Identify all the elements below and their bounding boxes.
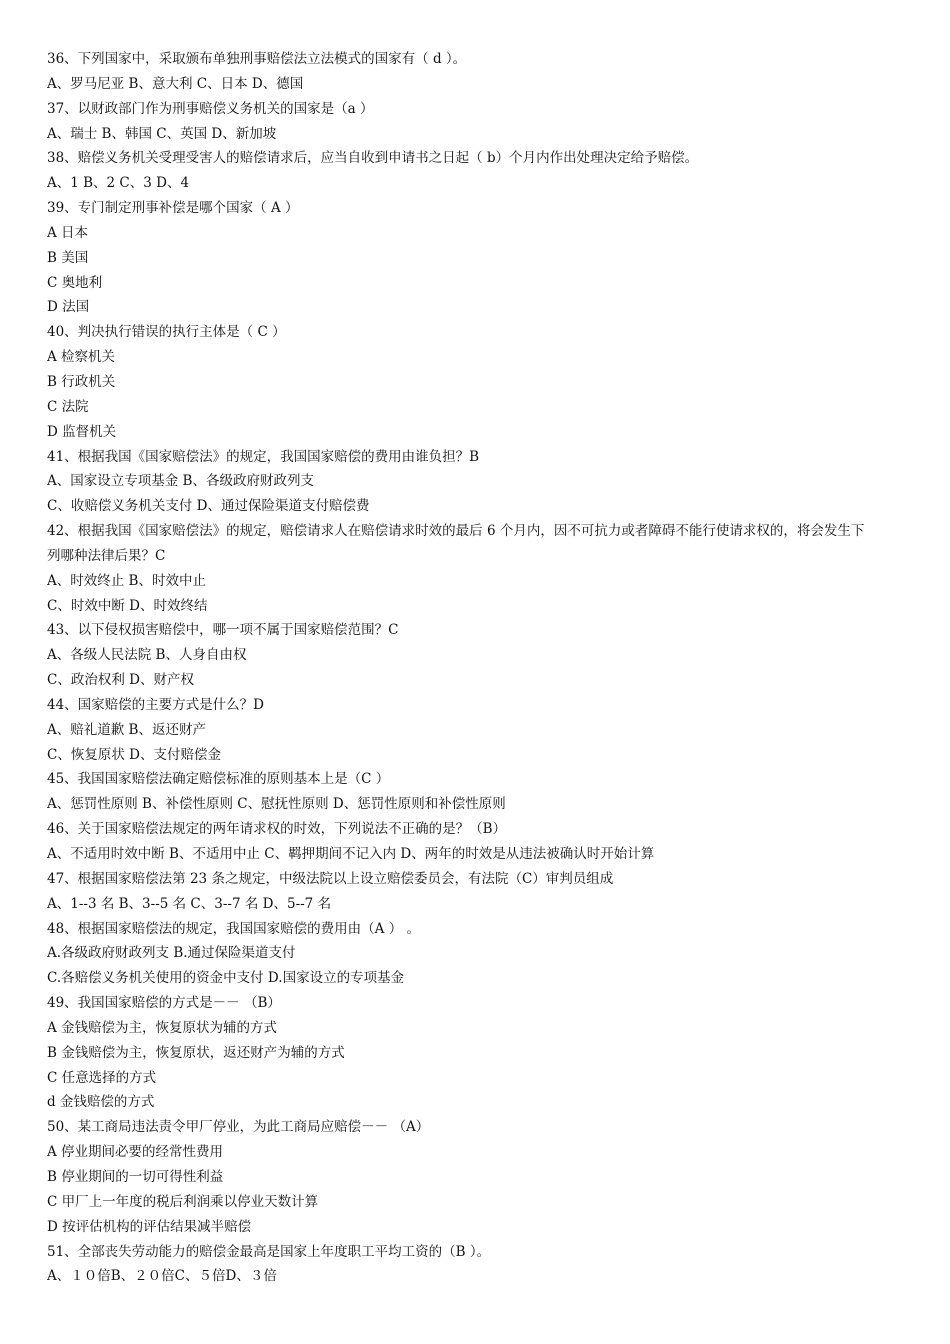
text-line: 42、根据我国《国家赔偿法》的规定，赔偿请求人在赔偿请求时效的最后 6 个月内，因不可抗力或者障碍不能行使请求权的，将会发生下 — [47, 523, 865, 540]
text-line: 49、我国国家赔偿的方式是－－ （B） — [47, 995, 281, 1012]
text-line: 50、某工商局违法责令甲厂停业，为此工商局应赔偿－－ （A） — [47, 1119, 430, 1136]
text-line: C 任意选择的方式 — [47, 1069, 157, 1086]
text-line: d 金钱赔偿的方式 — [47, 1094, 155, 1111]
text-line: 41、根据我国《国家赔偿法》的规定，我国国家赔偿的费用由谁负担？B — [47, 448, 480, 465]
text-line: 36、下列国家中，采取颁布单独刑事赔偿法立法模式的国家有（ d ）。 — [47, 51, 467, 67]
text-line: 46、关于国家赔偿法规定的两年请求权的时效，下列说法不正确的是？（B） — [47, 821, 507, 838]
text-line: C、时效中断 D、时效终结 — [47, 597, 208, 614]
text-line: A、国家设立专项基金 B、各级政府财政列支 — [47, 473, 314, 490]
text-line: C 甲厂上一年度的税后利润乘以停业天数计算 — [47, 1193, 319, 1210]
text-line: A、不适用时效中断 B、不适用中止 C、羁押期间不记入内 D、两年的时效是从违法被确认时开始计算 — [47, 846, 655, 862]
text-line: C、恢复原状 D、支付赔偿金 — [47, 746, 221, 763]
text-line: 37、以财政部门作为刑事赔偿义务机关的国家是（a ） — [47, 100, 374, 117]
text-line: A.各级政府财政列支 B.通过保险渠道支付 — [47, 945, 296, 962]
text-line: A、罗马尼亚 B、意大利 C、日本 D、德国 — [47, 75, 304, 92]
text-line: D 按评估机构的评估结果减半赔偿 — [47, 1218, 252, 1235]
text-line: A、惩罚性原则 B、补偿性原则 C、慰抚性原则 D、惩罚性原则和补偿性原则 — [47, 796, 506, 813]
text-line: 列哪种法律后果？C — [47, 547, 166, 564]
text-line: 38、赔偿义务机关受理受害人的赔偿请求后，应当自收到申请书之日起（ b）个月内作出处理决定给予赔偿。 — [47, 150, 699, 167]
text-line: A、各级人民法院 B、人身自由权 — [47, 647, 247, 664]
text-line: B 金钱赔偿为主，恢复原状，返还财产为辅的方式 — [47, 1044, 345, 1061]
text-line: 45、我国国家赔偿法确定赔偿标准的原则基本上是（C ） — [47, 771, 390, 788]
text-line: A 检察机关 — [47, 349, 116, 366]
text-line: A、1 B、2 C、3 D、4 — [47, 175, 190, 192]
text-line: A 金钱赔偿为主，恢复原状为辅的方式 — [47, 1019, 278, 1036]
text-line: B 行政机关 — [47, 373, 116, 390]
text-line: B 美国 — [47, 249, 89, 266]
text-line: C、收赔偿义务机关支付 D、通过保险渠道支付赔偿费 — [47, 498, 370, 515]
text-line: A、1--3 名 B、3--5 名 C、3--7 名 D、5--7 名 — [47, 895, 332, 912]
text-line: A 日本 — [47, 224, 89, 241]
text-line: 47、根据国家赔偿法第 23 条之规定，中级法院以上设立赔偿委员会，有法院（C）审判员组成 — [47, 870, 614, 887]
text-line: 48、根据国家赔偿法的规定，我国国家赔偿的费用由（A ） 。 — [47, 920, 421, 937]
text-line: 51、全部丧失劳动能力的赔偿金最高是国家上年度职工平均工资的（B ）。 — [47, 1243, 491, 1260]
text-line: C 法院 — [47, 398, 89, 415]
text-line: A、瑞士 B、韩国 C、英国 D、新加坡 — [47, 125, 277, 142]
text-line: D 法国 — [47, 299, 90, 316]
text-line: A、时效终止 B、时效中止 — [47, 572, 206, 589]
text-line: B 停业期间的一切可得性利益 — [47, 1168, 224, 1185]
text-line: C.各赔偿义务机关使用的资金中支付 D.国家设立的专项基金 — [47, 970, 405, 987]
text-line: C、政治权利 D、财产权 — [47, 672, 194, 689]
text-line: A、１０倍B、２０倍C、５倍D、３倍 — [47, 1268, 277, 1285]
text-line: 43、以下侵权损害赔偿中，哪一项不属于国家赔偿范围？C — [47, 622, 399, 639]
text-line: 40、判决执行错误的执行主体是（ C ） — [47, 324, 286, 341]
text-line: C 奥地利 — [47, 274, 103, 291]
text-line: 39、专门制定刑事补偿是哪个国家（ A ） — [47, 200, 299, 217]
text-line: 44、国家赔偿的主要方式是什么？D — [47, 696, 265, 713]
text-line: A、赔礼道歉 B、返还财产 — [47, 721, 206, 738]
text-line: D 监督机关 — [47, 423, 117, 440]
text-line: A 停业期间必要的经常性费用 — [47, 1144, 224, 1161]
